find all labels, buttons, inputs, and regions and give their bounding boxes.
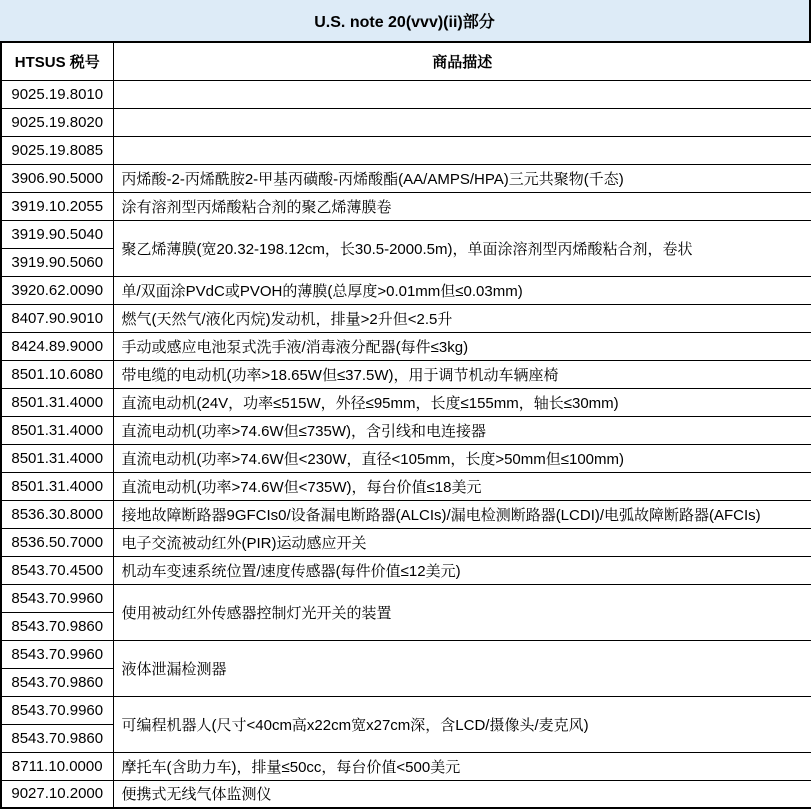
table-row (1, 780, 811, 808)
table-row (1, 696, 811, 724)
table-body (1, 80, 811, 808)
htsus-code-cell: 3919.90.5040 (1, 220, 113, 248)
description-cell (113, 108, 811, 136)
table-row (1, 528, 811, 556)
htsus-code-cell: 8543.70.9960 (1, 584, 113, 612)
htsus-code-cell: 8501.31.4000 (1, 444, 113, 472)
htsus-code-cell: 8543.70.9960 (1, 640, 113, 668)
table-row (1, 584, 811, 612)
table-title: U.S. note 20(vvv)(ii)部分 (0, 0, 811, 43)
table-row (1, 500, 811, 528)
header-row (1, 43, 811, 80)
column-header-htsus-code: HTSUS 税号 (1, 43, 113, 80)
htsus-code-cell: 8424.89.9000 (1, 332, 113, 360)
htsus-code-cell: 3920.62.0090 (1, 276, 113, 304)
description-cell: 机动车变速系统位置/速度传感器(每件价值≤12美元) (113, 556, 811, 584)
description-cell: 带电缆的电动机(功率>18.65W但≤37.5W)，用于调节机动车辆座椅 (113, 360, 811, 388)
table-row (1, 416, 811, 444)
htsus-code-cell: 8407.90.9010 (1, 304, 113, 332)
table-row (1, 332, 811, 360)
table-row (1, 108, 811, 136)
tariff-table (0, 43, 811, 809)
description-cell: 丙烯酸-2-丙烯酰胺2-甲基丙磺酸-丙烯酸酯(AA/AMPS/HPA)三元共聚物(千态) (113, 164, 811, 192)
htsus-code-cell: 9025.19.8020 (1, 108, 113, 136)
table-row (1, 360, 811, 388)
htsus-code-cell: 9025.19.8010 (1, 80, 113, 108)
table-row (1, 304, 811, 332)
table-row (1, 752, 811, 780)
table-row (1, 388, 811, 416)
htsus-code-cell: 8543.70.4500 (1, 556, 113, 584)
description-cell: 摩托车(含助力车)，排量≤50cc，每台价值<500美元 (113, 752, 811, 780)
htsus-code-cell: 8543.70.9960 (1, 696, 113, 724)
description-cell: 燃气(天然气/液化丙烷)发动机，排量>2升但<2.5升 (113, 304, 811, 332)
htsus-code-cell: 8711.10.0000 (1, 752, 113, 780)
description-cell: 直流电动机(功率>74.6W但<735W)，每台价值≤18美元 (113, 472, 811, 500)
htsus-code-cell: 8543.70.9860 (1, 668, 113, 696)
htsus-code-cell: 8536.50.7000 (1, 528, 113, 556)
htsus-code-cell: 9027.10.2000 (1, 780, 113, 808)
htsus-code-cell: 8501.10.6080 (1, 360, 113, 388)
table-row (1, 192, 811, 220)
table-row (1, 472, 811, 500)
table-row (1, 640, 811, 668)
description-cell: 聚乙烯薄膜(宽20.32-198.12cm，长30.5-2000.5m)，单面涂溶剂型丙烯酸粘合剂，卷状 (113, 220, 811, 276)
htsus-code-cell: 8543.70.9860 (1, 724, 113, 752)
description-cell: 单/双面涂PVdC或PVOH的薄膜(总厚度>0.01mm但≤0.03mm) (113, 276, 811, 304)
description-cell: 便携式无线气体监测仪 (113, 780, 811, 808)
table-row (1, 164, 811, 192)
table-row (1, 136, 811, 164)
column-header-description: 商品描述 (113, 43, 811, 80)
htsus-code-cell: 3906.90.5000 (1, 164, 113, 192)
description-cell: 可编程机器人(尺寸<40cm高x22cm宽x27cm深，含LCD/摄像头/麦克风) (113, 696, 811, 752)
htsus-code-cell: 8501.31.4000 (1, 472, 113, 500)
htsus-code-cell: 8543.70.9860 (1, 612, 113, 640)
table-row (1, 444, 811, 472)
table-row (1, 80, 811, 108)
description-cell: 直流电动机(功率>74.6W但≤735W)，含引线和电连接器 (113, 416, 811, 444)
htsus-code-cell: 3919.90.5060 (1, 248, 113, 276)
description-cell (113, 136, 811, 164)
description-cell: 电子交流被动红外(PIR)运动感应开关 (113, 528, 811, 556)
table-row (1, 556, 811, 584)
description-cell: 手动或感应电池泵式洗手液/消毒液分配器(每件≤3kg) (113, 332, 811, 360)
htsus-code-cell: 8536.30.8000 (1, 500, 113, 528)
htsus-code-cell: 3919.10.2055 (1, 192, 113, 220)
description-cell: 涂有溶剂型丙烯酸粘合剂的聚乙烯薄膜卷 (113, 192, 811, 220)
htsus-code-cell: 8501.31.4000 (1, 416, 113, 444)
table-row (1, 276, 811, 304)
table-row (1, 220, 811, 248)
description-cell: 直流电动机(24V，功率≤515W，外径≤95mm，长度≤155mm，轴长≤30mm) (113, 388, 811, 416)
description-cell: 接地故障断路器9GFCIs0/设备漏电断路器(ALCIs)/漏电检测断路器(LCDI)/电弧故障断路器(AFCIs) (113, 500, 811, 528)
description-cell: 使用被动红外传感器控制灯光开关的装置 (113, 584, 811, 640)
htsus-code-cell: 9025.19.8085 (1, 136, 113, 164)
htsus-code-cell: 8501.31.4000 (1, 388, 113, 416)
description-cell: 直流电动机(功率>74.6W但<230W，直径<105mm，长度>50mm但≤100mm) (113, 444, 811, 472)
description-cell: 液体泄漏检测器 (113, 640, 811, 696)
description-cell (113, 80, 811, 108)
